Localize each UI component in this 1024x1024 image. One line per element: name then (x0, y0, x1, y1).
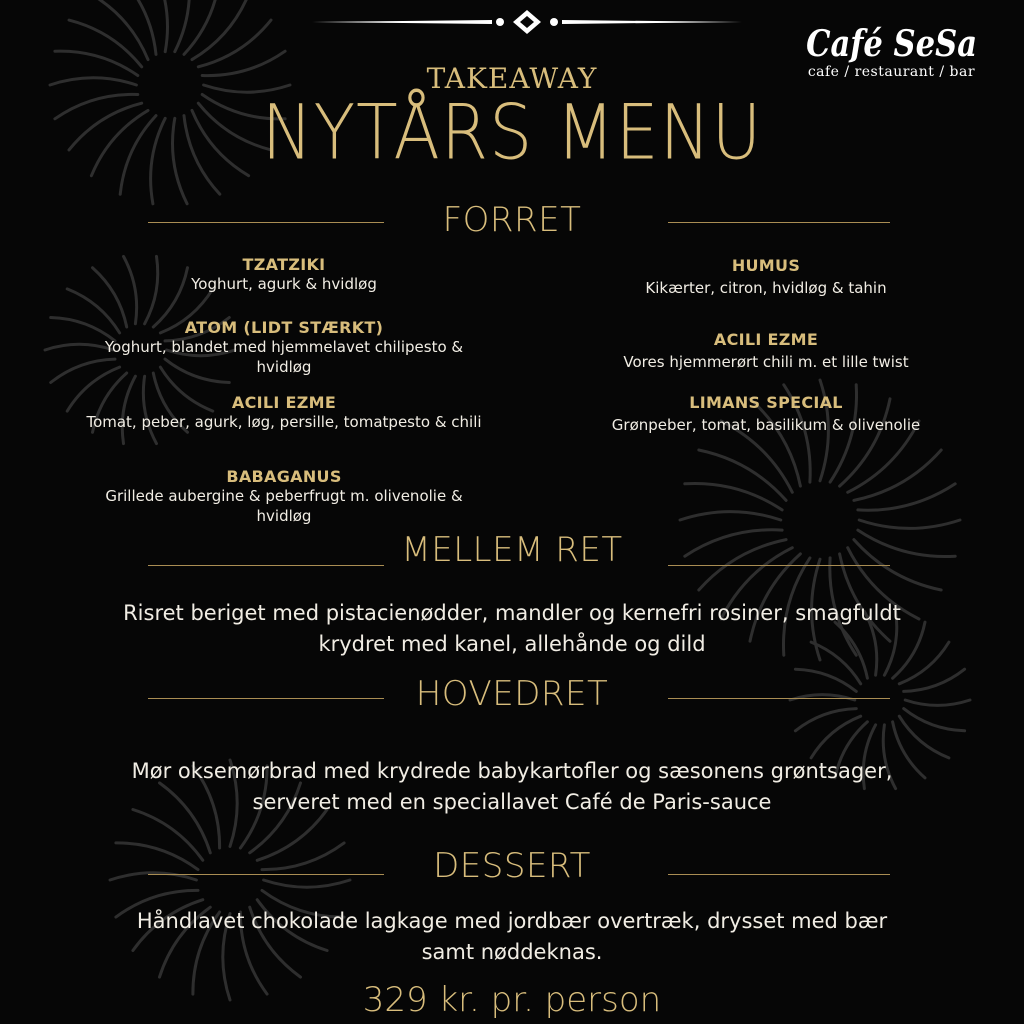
firework-streak (175, 0, 190, 52)
firework-streak (858, 530, 955, 556)
menu-item (566, 393, 966, 435)
item-description: Yoghurt, blandet med hjemmelavet chilipesto & hvidløg (104, 338, 464, 376)
menu-item (566, 256, 966, 298)
item-name: TZATZIKI (242, 255, 326, 274)
menu-item (84, 393, 484, 432)
item-name: HUMUS (731, 256, 801, 275)
firework-streak (151, 118, 166, 204)
firework-streak (795, 669, 856, 691)
item-name: LIMANS SPECIAL (689, 393, 843, 412)
menu-item (84, 467, 484, 526)
firework-streak (198, 20, 271, 67)
firework-streak (192, 0, 249, 60)
menu-subtitle: TAKEAWAY (426, 62, 598, 95)
firework-streak (172, 118, 187, 204)
hovedret-description: Mør oksemørbrad med krydrede babykartofler og sæsonens grøntsager, serveret med en speciallavet Café de Paris-sauce (131, 759, 893, 814)
firework-streak (116, 843, 198, 870)
dessert-description: Håndlavet chokolade lagkage med jordbær overtræk, drysset med bær samt nøddeknas. (136, 909, 888, 964)
firework-streak (50, 78, 136, 85)
section-heading-dessert: DESSERT (433, 846, 591, 886)
section-heading-hovedret: HOVEDRET (415, 674, 609, 714)
menu-item (566, 330, 966, 372)
item-description: Grillede aubergine & peberfrugt m. olivenolie & hvidløg (105, 487, 463, 525)
firework-streak (55, 94, 138, 118)
firework-streak (859, 520, 960, 528)
section-heading-forret: FORRET (442, 200, 582, 240)
mellemret-description: Risret beriget med pistacienødder, mandler og kernefri rosiner, smagfuldt krydret med kanel, allehånde og dild (123, 601, 901, 656)
firework-streak (680, 512, 781, 520)
firework-streak (91, 0, 148, 60)
firework-streak (795, 709, 856, 731)
price-per-person: 329 kr. pr. person (362, 980, 662, 1020)
firework-streak (202, 51, 285, 75)
item-description: Grønpeber, tomat, basilikum & olivenolie (611, 416, 921, 434)
top-ornament (312, 8, 742, 36)
item-description: Vores hjemmerørt chili m. et lille twist (623, 353, 909, 371)
section-heading-mellemret: MELLEM RET (401, 530, 623, 570)
item-description: Yoghurt, agurk & hvidløg (191, 275, 377, 293)
menu-title: NYTÅRS MENU (261, 89, 763, 178)
firework-streak (904, 669, 965, 691)
item-name: ACILI EZME (713, 330, 819, 349)
firework-streak (905, 700, 970, 705)
menu-item (84, 318, 484, 377)
item-name: ACILI EZME (231, 393, 337, 412)
firework-streak (69, 103, 142, 150)
firework-streak (854, 450, 941, 500)
firework-streak (685, 483, 782, 509)
firework-streak (904, 709, 965, 731)
firework-streak (120, 0, 156, 54)
brand-tagline: cafe / restaurant / bar (807, 64, 976, 80)
firework-streak (699, 450, 786, 500)
item-description: Tomat, peber, agurk, løg, persille, tomatpesto & chili (86, 413, 482, 431)
item-name: BABAGANUS (226, 467, 342, 486)
item-name: ATOM (LIDT STÆRKT) (184, 318, 384, 337)
brand-logo (791, 24, 992, 80)
firework-streak (55, 51, 138, 75)
item-description: Kikærter, citron, hvidløg & tahin (645, 279, 887, 297)
menu-item (84, 255, 484, 294)
brand-name: Café SeSa (805, 23, 977, 65)
